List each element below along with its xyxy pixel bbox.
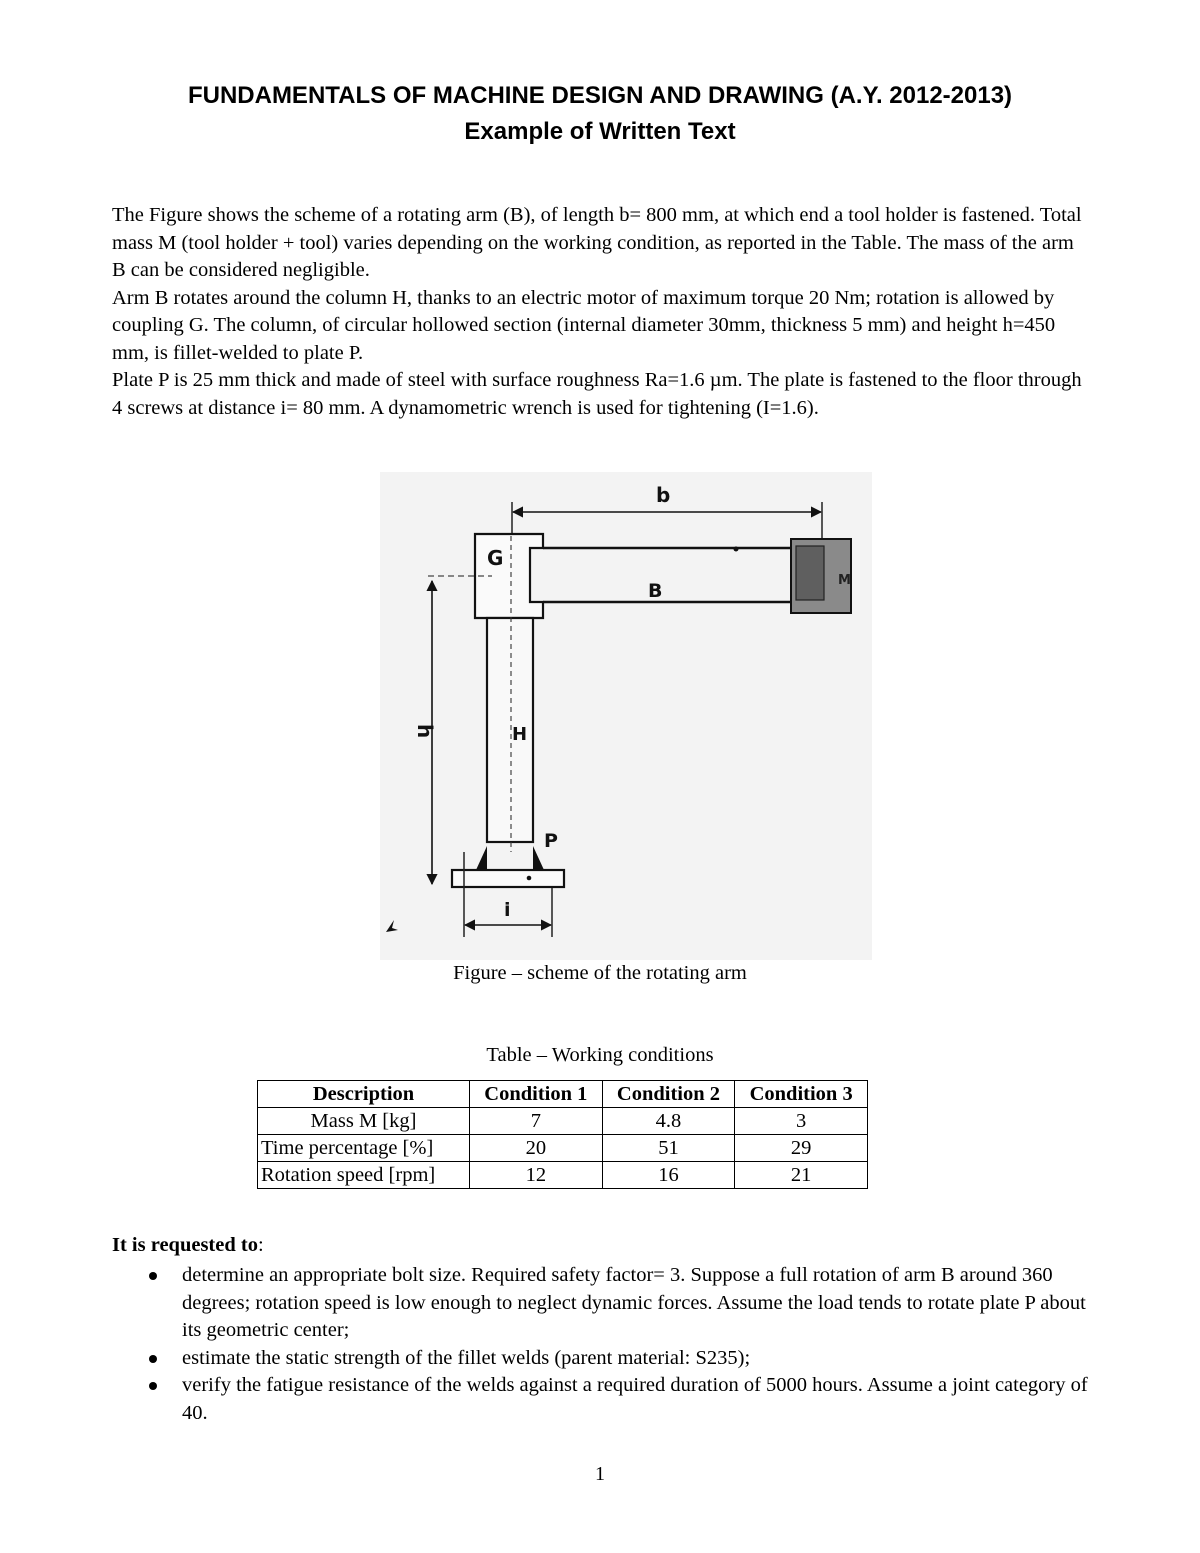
requests-heading-text: It is requested to <box>112 1234 258 1256</box>
table-row-label: Mass M [kg] <box>258 1108 470 1135</box>
rotating-arm-diagram <box>380 472 872 960</box>
table-header-cell: Condition 3 <box>735 1081 868 1108</box>
table-header-cell: Condition 1 <box>470 1081 603 1108</box>
table-cell: 16 <box>602 1162 735 1189</box>
table-cell: 29 <box>735 1135 868 1162</box>
table-cell: 7 <box>470 1108 603 1135</box>
list-item <box>112 1372 1092 1427</box>
screw-point <box>527 876 532 881</box>
table-cell: 51 <box>602 1135 735 1162</box>
table-row <box>258 1162 868 1189</box>
page-number: 1 <box>595 1463 605 1485</box>
corner-mark <box>386 920 398 932</box>
list-item-text: determine an appropriate bolt size. Required safety factor= 3. Suppose a full rotation of arm B around 360 degrees; rotation speed is low enough to neglect dynamic forces. Assume the load tends to rotate plate P about its geometric center; <box>182 1264 1086 1341</box>
requests-heading-colon: : <box>257 1234 264 1256</box>
figure-caption: Figure – scheme of the rotating arm <box>453 962 747 984</box>
intro-text <box>112 202 1092 422</box>
arm-b-point <box>734 547 739 552</box>
list-item <box>112 1345 1092 1373</box>
label-p: P <box>544 830 558 852</box>
table-cell: 20 <box>470 1135 603 1162</box>
weld-left <box>476 846 487 870</box>
table-header-cell: Description <box>258 1081 470 1108</box>
bullet-icon <box>149 1272 157 1280</box>
list-item-text: estimate the static strength of the fillet welds (parent material: S235); <box>182 1346 751 1369</box>
table-row-label: Rotation speed [rpm] <box>258 1162 470 1189</box>
intro-paragraph-2: Arm B rotates around the column H, thanks to an electric motor of maximum torque 20 Nm; rotation is allowed by coupling G. The column, of circular hollowed section (internal diameter 30mm, thickness 5 mm) and height h=450 mm, is fillet-welded to plate P. <box>112 286 1056 364</box>
requests-heading <box>112 1234 264 1257</box>
table-cell: 12 <box>470 1162 603 1189</box>
document-subtitle: Example of Written Text <box>464 118 736 145</box>
list-item <box>112 1262 1092 1345</box>
tool <box>796 546 824 600</box>
requests-list <box>112 1262 1092 1427</box>
label-g: G <box>487 546 504 570</box>
table-row-label: Time percentage [%] <box>258 1135 470 1162</box>
coupling-g <box>475 534 543 618</box>
working-conditions-table <box>257 1080 868 1189</box>
label-arm-b: B <box>648 580 663 602</box>
rotating-arm-figure <box>380 472 872 960</box>
label-i: i <box>504 899 511 921</box>
document-title: FUNDAMENTALS OF MACHINE DESIGN AND DRAWING (A.Y. 2012-2013) <box>187 82 1013 109</box>
table-caption: Table – Working conditions <box>486 1044 714 1066</box>
plate-p <box>452 870 564 887</box>
label-b: b <box>656 483 671 507</box>
intro-paragraph-1: The Figure shows the scheme of a rotating arm (B), of length b= 800 mm, at which end a tool holder is fastened. Total mass M (tool holder + tool) varies depending on the working condition, as reported in the Table. The mass of the arm B can be considered negligible. <box>112 204 1082 281</box>
table-header-cell: Condition 2 <box>602 1081 735 1108</box>
table-row <box>258 1135 868 1162</box>
label-h-column: H <box>512 724 528 745</box>
table-cell: 3 <box>735 1108 868 1135</box>
intro-paragraph-3: Plate P is 25 mm thick and made of steel with surface roughness Ra=1.6 µm. The plate is fastened to the floor through 4 screws at distance i= 80 mm. A dynamometric wrench is used for tightening (I=1.6). <box>112 369 1082 419</box>
table-cell: 21 <box>735 1162 868 1189</box>
table-row <box>258 1108 868 1135</box>
label-h-dimension: h <box>413 724 437 739</box>
bullet-icon <box>149 1355 157 1363</box>
table-header-row <box>258 1081 868 1108</box>
bullet-icon <box>149 1382 157 1390</box>
table-cell: 4.8 <box>602 1108 735 1135</box>
weld-right <box>533 846 544 870</box>
label-m: M <box>838 573 851 588</box>
list-item-text: verify the fatigue resistance of the welds against a required duration of 5000 hours. Assume a joint category of 40. <box>182 1374 1088 1424</box>
